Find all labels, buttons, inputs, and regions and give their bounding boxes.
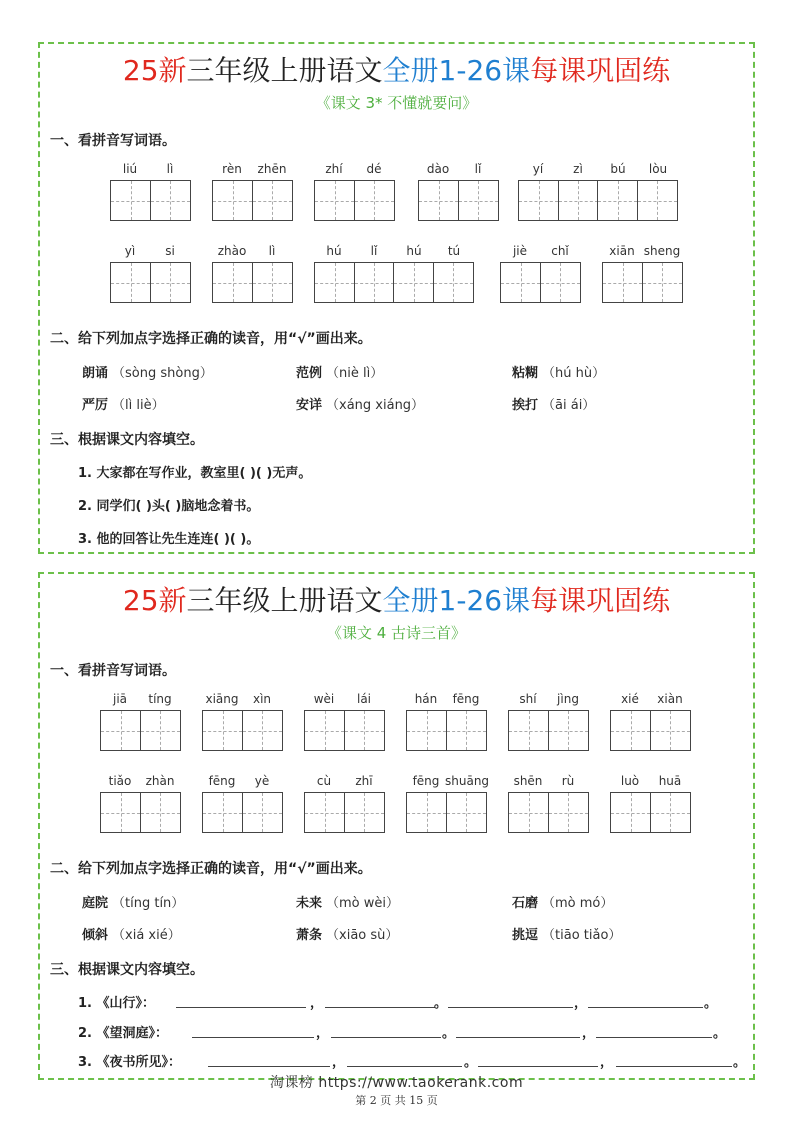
answer-line[interactable] (478, 1065, 598, 1067)
writing-box[interactable] (508, 792, 549, 833)
writing-box[interactable] (344, 792, 385, 833)
pinyin-syllable: zhàn (145, 774, 175, 788)
pinyin-syllable: fēng (412, 774, 440, 788)
lesson-subtitle: 《课文 3* 不懂就要问》 (315, 94, 478, 112)
writing-box[interactable] (202, 710, 243, 751)
period: 。 (733, 1055, 747, 1070)
worksheet-card-lesson-3 (38, 42, 755, 554)
poem-label-3: 3. 《夜书所见》： (78, 1055, 182, 1070)
writing-box[interactable] (140, 710, 181, 751)
title-part-2: 三年级上册语文 (186, 54, 383, 87)
choice-word: 未来 (296, 896, 323, 911)
writing-box[interactable] (548, 710, 589, 751)
writing-box[interactable] (406, 792, 447, 833)
period: 。 (434, 996, 448, 1011)
choice-word: 粘糊 (512, 366, 539, 381)
reading-choice-item[interactable] (82, 394, 165, 413)
title-part-3: 全册1-26课 (382, 584, 531, 617)
reading-choice-item[interactable] (512, 362, 605, 381)
answer-line[interactable] (456, 1036, 580, 1038)
choice-options: （xiāo sù） (326, 928, 399, 943)
pinyin-syllable: zì (573, 162, 583, 176)
writing-box[interactable] (500, 262, 541, 303)
pinyin-syllable: shuāng (445, 774, 490, 788)
section-heading-fill: 三、根据课文内容填空。 (50, 432, 204, 448)
reading-choice-item[interactable] (296, 924, 398, 943)
pinyin-syllable: jiā (112, 692, 128, 706)
pinyin-syllable: yè (254, 774, 270, 788)
pinyin-word-group (304, 692, 386, 754)
writing-box[interactable] (242, 710, 283, 751)
answer-line[interactable] (325, 1006, 435, 1008)
pinyin-syllable: xiān (609, 244, 635, 258)
pinyin-word-group (406, 692, 488, 754)
pinyin-syllable: jiè (512, 244, 528, 258)
writing-box[interactable] (110, 180, 151, 221)
title-part-1: 25新 (122, 54, 187, 87)
pinyin-syllable: zhī (355, 774, 373, 788)
comma: ， (332, 1055, 346, 1070)
pinyin-syllable: si (165, 244, 175, 258)
comma: ， (310, 996, 324, 1011)
writing-box[interactable] (304, 792, 345, 833)
pinyin-syllable: bú (610, 162, 626, 176)
writing-box[interactable] (304, 710, 345, 751)
pinyin-word-group (314, 162, 396, 224)
answer-line[interactable] (192, 1036, 314, 1038)
pinyin-syllable: chǐ (551, 244, 569, 258)
choice-word: 萧条 (296, 928, 323, 943)
writing-box[interactable] (100, 792, 141, 833)
writing-box[interactable] (212, 262, 253, 303)
pinyin-syllable: luò (620, 774, 640, 788)
writing-box[interactable] (354, 180, 395, 221)
pinyin-syllable: lái (356, 692, 372, 706)
choice-options: （xáng xiáng） (326, 398, 425, 413)
writing-box[interactable] (314, 180, 355, 221)
writing-box[interactable] (650, 710, 691, 751)
comma: ， (574, 996, 588, 1011)
comma: ， (316, 1026, 330, 1041)
writing-box[interactable] (393, 262, 434, 303)
title-part-4: 每课巩固练 (530, 54, 671, 87)
writing-box[interactable] (650, 792, 691, 833)
pinyin-word-group (202, 774, 284, 836)
pinyin-syllable: rèn (222, 162, 242, 176)
pinyin-syllable: lǐ (370, 244, 378, 258)
writing-box[interactable] (642, 262, 683, 303)
title-part-1: 25新 (122, 584, 187, 617)
pinyin-syllable: xiāng (205, 692, 239, 706)
writing-box[interactable] (202, 792, 243, 833)
pinyin-syllable: tú (447, 244, 461, 258)
pinyin-syllable: dé (366, 162, 382, 176)
section-heading-reading: 二、给下列加点字选择正确的读音，用“√”画出来。 (50, 861, 372, 877)
pinyin-syllable: xié (621, 692, 639, 706)
pinyin-syllable: hán (414, 692, 438, 706)
pinyin-word-group (602, 244, 684, 306)
reading-choice-item[interactable] (512, 924, 621, 943)
writing-box[interactable] (314, 262, 355, 303)
pinyin-word-group (518, 162, 680, 224)
footer-watermark: 淘课榜 https://www.taokerank.com (269, 1075, 524, 1091)
choice-options: （niè lì） (326, 366, 384, 381)
answer-line[interactable] (208, 1065, 330, 1067)
pinyin-syllable: lǐ (474, 162, 482, 176)
poem-label-2: 2. 《望洞庭》： (78, 1026, 169, 1041)
answer-line[interactable] (331, 1036, 441, 1038)
pinyin-syllable: rù (561, 774, 575, 788)
choice-options: （mò wèi） (326, 896, 400, 911)
comma: ， (582, 1026, 596, 1041)
pinyin-word-group (304, 774, 386, 836)
writing-box[interactable] (602, 262, 643, 303)
answer-line[interactable] (616, 1065, 732, 1067)
pinyin-syllable: lì (268, 244, 276, 258)
choice-options: （sòng shòng） (112, 366, 213, 381)
title-part-2: 三年级上册语文 (186, 584, 383, 617)
choice-word: 庭院 (82, 896, 109, 911)
section-heading-fill: 三、根据课文内容填空。 (50, 962, 204, 978)
period: 。 (704, 996, 718, 1011)
pinyin-word-group (202, 692, 284, 754)
writing-box[interactable] (418, 180, 459, 221)
choice-options: （lì liè） (112, 398, 165, 413)
title-part-3: 全册1-26课 (382, 54, 531, 87)
answer-line[interactable] (448, 1006, 573, 1008)
pinyin-syllable: liú (122, 162, 138, 176)
pinyin-syllable: hú (326, 244, 342, 258)
pinyin-syllable: hú (406, 244, 422, 258)
pinyin-syllable: tíng (148, 692, 172, 706)
choice-word: 安详 (296, 398, 323, 413)
section-heading-reading: 二、给下列加点字选择正确的读音，用“√”画出来。 (50, 331, 372, 347)
pinyin-syllable: fēng (452, 692, 480, 706)
writing-box[interactable] (110, 262, 151, 303)
pinyin-syllable: cù (316, 774, 332, 788)
pinyin-word-group (418, 162, 500, 224)
writing-box[interactable] (433, 262, 474, 303)
writing-box[interactable] (548, 792, 589, 833)
title-part-4: 每课巩固练 (530, 584, 671, 617)
poem-label-1: 1. 《山行》： (78, 996, 156, 1011)
pinyin-word-group (100, 692, 182, 754)
writing-box[interactable] (558, 180, 599, 221)
pinyin-syllable: lì (166, 162, 174, 176)
choice-word: 范例 (296, 366, 323, 381)
choice-options: （mò mó） (542, 896, 614, 911)
choice-options: （hú hù） (542, 366, 606, 381)
choice-word: 严厉 (82, 398, 109, 413)
pinyin-syllable: zhēn (257, 162, 287, 176)
fill-sentence-3: 3. 他的回答让先生连连( )( )。 (78, 532, 260, 547)
section-heading-pinyin: 一、看拼音写词语。 (50, 133, 176, 149)
reading-choice-item[interactable] (82, 892, 184, 911)
page-number: 第 2 页 共 15 页 (355, 1094, 438, 1107)
writing-box[interactable] (150, 262, 191, 303)
writing-box[interactable] (344, 710, 385, 751)
pinyin-word-group (110, 244, 192, 306)
pinyin-word-group (508, 774, 590, 836)
period: 。 (464, 1055, 478, 1070)
writing-box[interactable] (242, 792, 283, 833)
worksheet-card-lesson-4 (38, 572, 755, 1080)
writing-box[interactable] (540, 262, 581, 303)
answer-line[interactable] (596, 1036, 712, 1038)
pinyin-word-group (500, 244, 582, 306)
pinyin-word-group (314, 244, 476, 306)
pinyin-syllable: zhào (217, 244, 247, 258)
reading-choice-item[interactable] (296, 892, 399, 911)
pinyin-syllable: fēng (208, 774, 236, 788)
pinyin-word-group (610, 774, 692, 836)
writing-box[interactable] (150, 180, 191, 221)
reading-choice-item[interactable] (82, 362, 213, 381)
pinyin-word-group (100, 774, 182, 836)
writing-box[interactable] (597, 180, 638, 221)
choice-word: 朗诵 (82, 366, 109, 381)
lesson-subtitle: 《课文 4 古诗三首》 (326, 624, 467, 642)
pinyin-syllable: lòu (648, 162, 668, 176)
pinyin-syllable: jìng (557, 692, 579, 706)
writing-box[interactable] (100, 710, 141, 751)
choice-options: （āi ái） (542, 398, 596, 413)
worksheet-title (40, 584, 753, 618)
writing-box[interactable] (637, 180, 678, 221)
pinyin-word-group (212, 244, 294, 306)
choice-word: 倾斜 (82, 928, 109, 943)
writing-box[interactable] (406, 710, 447, 751)
period: 。 (442, 1026, 456, 1041)
choice-options: （tíng tín） (112, 896, 185, 911)
pinyin-syllable: wèi (313, 692, 335, 706)
fill-sentence-1: 1. 大家都在写作业，教室里( )( )无声。 (78, 466, 312, 481)
period: 。 (713, 1026, 727, 1041)
writing-box[interactable] (252, 180, 293, 221)
reading-choice-item[interactable] (512, 892, 613, 911)
pinyin-syllable: sheng (643, 244, 681, 258)
writing-box[interactable] (610, 710, 651, 751)
answer-line[interactable] (588, 1006, 703, 1008)
choice-word: 挑逗 (512, 928, 539, 943)
answer-line[interactable] (176, 1006, 306, 1008)
pinyin-word-group (508, 692, 590, 754)
choice-options: （xiá xié） (112, 928, 181, 943)
writing-box[interactable] (508, 710, 549, 751)
choice-options: （tiāo tiǎo） (542, 928, 622, 943)
writing-box[interactable] (354, 262, 395, 303)
writing-box[interactable] (458, 180, 499, 221)
pinyin-syllable: shí (519, 692, 537, 706)
choice-word: 挨打 (512, 398, 539, 413)
pinyin-syllable: yí (532, 162, 544, 176)
fill-sentence-2: 2. 同学们( )头( )脑地念着书。 (78, 499, 260, 514)
pinyin-syllable: yì (124, 244, 136, 258)
writing-box[interactable] (610, 792, 651, 833)
writing-box[interactable] (252, 262, 293, 303)
comma: ， (600, 1055, 614, 1070)
worksheet-title (40, 54, 753, 88)
writing-box[interactable] (518, 180, 559, 221)
pinyin-word-group (610, 692, 692, 754)
pinyin-word-group (406, 774, 488, 836)
reading-choice-item[interactable] (82, 924, 181, 943)
writing-box[interactable] (446, 792, 487, 833)
pinyin-syllable: xiàn (657, 692, 683, 706)
choice-word: 石磨 (512, 896, 539, 911)
pinyin-syllable: xìn (252, 692, 272, 706)
writing-box[interactable] (140, 792, 181, 833)
pinyin-word-group (110, 162, 192, 224)
pinyin-syllable: tiǎo (108, 774, 132, 788)
writing-box[interactable] (212, 180, 253, 221)
pinyin-syllable: dào (426, 162, 450, 176)
pinyin-syllable: huā (658, 774, 682, 788)
reading-choice-item[interactable] (296, 394, 424, 413)
reading-choice-item[interactable] (512, 394, 595, 413)
section-heading-pinyin: 一、看拼音写词语。 (50, 663, 176, 679)
pinyin-syllable: zhí (325, 162, 343, 176)
pinyin-word-group (212, 162, 294, 224)
writing-box[interactable] (446, 710, 487, 751)
pinyin-syllable: shēn (513, 774, 543, 788)
answer-line[interactable] (347, 1065, 462, 1067)
reading-choice-item[interactable] (296, 362, 383, 381)
